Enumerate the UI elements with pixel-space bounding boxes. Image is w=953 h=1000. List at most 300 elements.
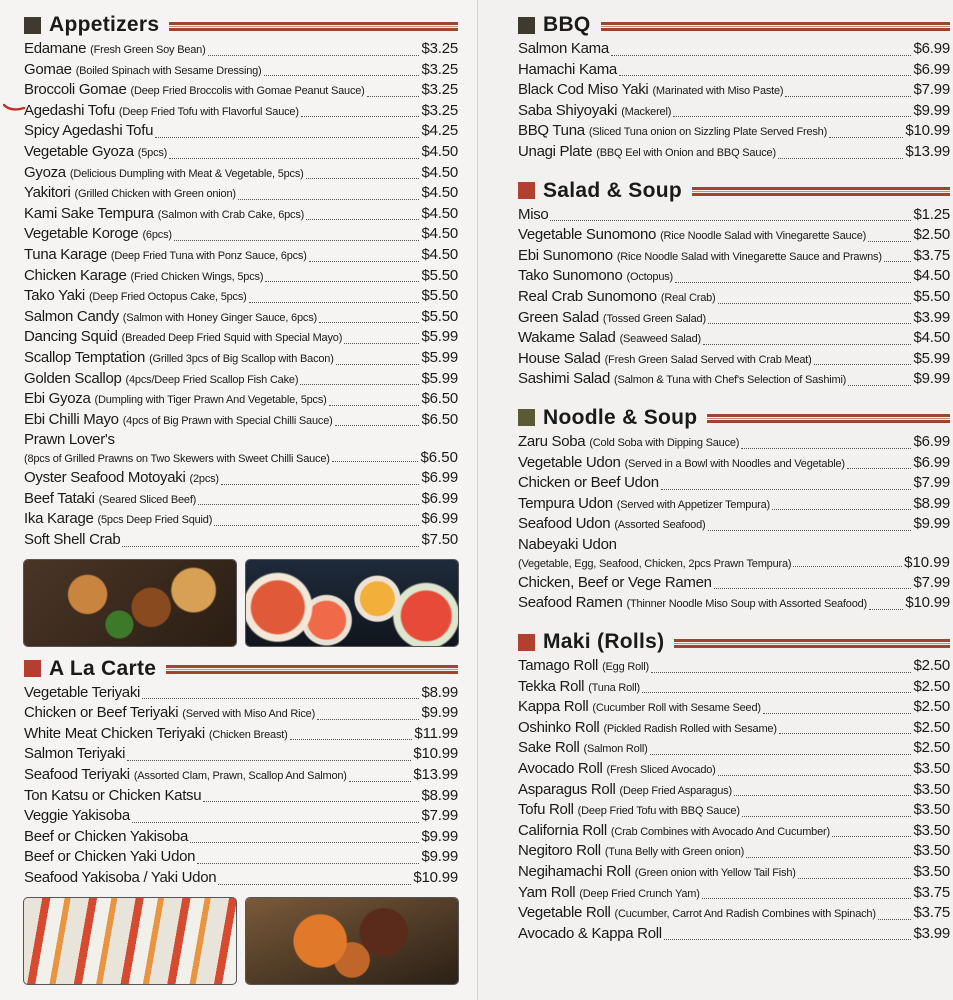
menu-item xyxy=(24,308,458,329)
item-description: (Served in a Bowl with Noodles and Vegetable) xyxy=(624,457,845,470)
item-price: $4.50 xyxy=(421,225,458,243)
item-price: $11.99 xyxy=(414,724,458,742)
food-photo xyxy=(246,898,458,984)
leader-dots xyxy=(344,343,419,344)
item-description: (Served with Miso And Rice) xyxy=(182,708,316,721)
leader-dots xyxy=(734,795,912,796)
menu-item xyxy=(24,766,458,787)
item-name: Seafood Yakisoba / Yaki Udon xyxy=(24,869,217,886)
leader-dots xyxy=(785,96,911,97)
menu-item xyxy=(518,781,950,802)
item-description: (Egg Roll) xyxy=(602,661,649,674)
item-name: Tekka Roll xyxy=(518,677,585,695)
item-description: (Green onion with Yellow Tail Fish) xyxy=(634,867,796,879)
menu-item xyxy=(24,510,458,531)
item-name: Unagi Plate xyxy=(518,142,593,160)
item-price: $6.99 xyxy=(421,489,458,507)
leader-dots xyxy=(174,240,420,241)
menu-item xyxy=(518,536,950,574)
leader-dots xyxy=(214,525,419,526)
leader-dots xyxy=(741,448,911,449)
item-description: (Served with Appetizer Tempura) xyxy=(616,498,770,511)
maki-list xyxy=(518,657,950,945)
menu-item xyxy=(518,719,950,740)
item-name: Chicken or Beef Teriyaki xyxy=(24,704,179,722)
item-name: Tako Yaki xyxy=(24,287,85,305)
item-price: $9.99 xyxy=(421,704,458,722)
leader-dots xyxy=(142,698,419,699)
leader-dots xyxy=(611,55,912,56)
menu-item xyxy=(518,822,950,843)
item-name: Sake Roll xyxy=(518,739,580,757)
item-price: $3.25 xyxy=(421,101,458,119)
leader-dots xyxy=(675,282,911,283)
menu-item xyxy=(24,61,458,82)
item-description: (Seared Sliced Beef) xyxy=(98,493,197,506)
item-description: (Boiled Spinach with Sesame Dressing) xyxy=(75,64,262,77)
item-description: (Fresh Green Soy Bean) xyxy=(90,44,206,56)
leader-dots xyxy=(264,75,420,76)
leader-dots xyxy=(238,199,420,200)
item-name: Dancing Squid xyxy=(24,328,118,346)
item-name: Green Salad xyxy=(518,308,599,326)
item-description: (Deep Fried Tofu with BBQ Sauce) xyxy=(577,805,740,818)
item-price: $6.99 xyxy=(913,432,950,450)
item-price: $3.50 xyxy=(913,842,950,860)
menu-item xyxy=(24,490,458,511)
item-description: (4pcs/Deep Fried Scallop Fish Cake) xyxy=(125,373,299,386)
item-price: $3.25 xyxy=(421,81,458,99)
leader-dots xyxy=(319,322,419,323)
item-price: $3.50 xyxy=(913,760,950,778)
item-name: Seafood Teriyaki xyxy=(24,766,130,784)
item-name: Prawn Lover's xyxy=(24,431,115,449)
item-name: Gyoza xyxy=(24,163,66,181)
item-name: Agedashi Tofu xyxy=(24,101,115,119)
menu-item xyxy=(24,143,458,164)
item-name: Yakitori xyxy=(24,184,71,202)
item-name: Miso xyxy=(518,205,549,223)
leader-dots xyxy=(772,509,911,510)
item-description: (8pcs of Grilled Prawns on Two Skewers with Sweet Chilli Sauce) xyxy=(24,453,330,466)
menu-item xyxy=(24,807,458,828)
item-price: $5.50 xyxy=(421,307,458,325)
divider xyxy=(601,22,950,31)
section-title: A La Carte xyxy=(49,656,157,680)
item-name: Ebi Sunomono xyxy=(518,246,613,264)
item-name: Broccoli Gomae xyxy=(24,81,127,99)
item-name: Tempura Udon xyxy=(518,494,613,512)
item-price: $3.50 xyxy=(913,821,950,839)
left-column xyxy=(24,12,458,994)
item-name: Beef Tataki xyxy=(24,489,95,507)
menu-item xyxy=(24,164,458,185)
menu-item xyxy=(518,863,950,884)
item-name: Tuna Karage xyxy=(24,245,107,263)
leader-dots xyxy=(306,178,420,179)
leader-dots xyxy=(208,55,420,56)
item-price: $3.50 xyxy=(913,863,950,880)
item-name: Golden Scallop xyxy=(24,369,122,387)
item-description: (Octopus) xyxy=(626,271,674,284)
item-description: (Breaded Deep Fried Squid with Special Mayo) xyxy=(121,332,343,345)
leader-dots xyxy=(664,939,912,940)
menu-item xyxy=(24,287,458,308)
item-price: $2.50 xyxy=(913,739,950,757)
item-price: $9.99 xyxy=(913,370,950,388)
leader-dots xyxy=(203,801,419,802)
leader-dots xyxy=(249,302,420,303)
leader-dots xyxy=(847,468,912,469)
leader-dots xyxy=(169,158,419,159)
menu-item xyxy=(24,40,458,61)
item-name: Black Cod Miso Yaki xyxy=(518,81,649,99)
item-price: $7.99 xyxy=(913,81,950,99)
item-price: $6.50 xyxy=(421,410,458,428)
leader-dots xyxy=(335,425,420,426)
section-bullet-icon xyxy=(518,634,535,651)
item-price: $4.50 xyxy=(913,329,950,347)
menu-item xyxy=(518,122,950,143)
leader-dots xyxy=(702,898,912,899)
item-price: $7.99 xyxy=(421,807,458,825)
item-name: Scallop Temptation xyxy=(24,348,146,366)
photo-row xyxy=(24,560,458,646)
item-name: Vegetable Koroge xyxy=(24,225,139,243)
item-name: Zaru Soba xyxy=(518,432,586,450)
section-title: BBQ xyxy=(543,13,591,36)
item-price: $3.75 xyxy=(913,883,950,901)
leader-dots xyxy=(155,137,419,138)
menu-item xyxy=(24,225,458,246)
item-price: $8.99 xyxy=(421,683,458,701)
item-price: $10.99 xyxy=(413,745,458,763)
menu-item xyxy=(24,431,458,469)
item-name: Ton Katsu or Chicken Katsu xyxy=(24,786,202,804)
menu-item xyxy=(24,184,458,205)
item-name: Avocado Roll xyxy=(518,760,603,778)
item-price: $5.99 xyxy=(421,348,458,366)
item-price: $2.50 xyxy=(913,657,950,675)
menu-item xyxy=(518,657,950,678)
item-price: $6.50 xyxy=(421,390,458,408)
item-price: $13.99 xyxy=(905,142,950,160)
item-description: (Tossed Green Salad) xyxy=(602,312,706,325)
menu-item xyxy=(518,206,950,227)
item-price: $4.25 xyxy=(421,122,458,140)
leader-dots xyxy=(884,261,912,262)
section-bullet-icon xyxy=(24,660,41,677)
item-name: Negihamachi Roll xyxy=(518,863,631,880)
item-name: Beef or Chicken Yakisoba xyxy=(24,827,189,845)
leader-dots xyxy=(619,75,912,76)
menu-item xyxy=(24,370,458,391)
item-description: (Cucumber Roll with Sesame Seed) xyxy=(592,702,761,715)
item-description: (5pcs) xyxy=(137,146,168,159)
item-price: $7.99 xyxy=(913,474,950,492)
item-name: Vegetable Roll xyxy=(518,904,611,922)
item-name: Asparagus Roll xyxy=(518,780,616,798)
menu-item xyxy=(518,81,950,102)
item-name: BBQ Tuna xyxy=(518,122,585,140)
item-description: (Deep Fried Tofu with Flavorful Sauce) xyxy=(118,105,299,118)
leader-dots xyxy=(349,781,412,782)
leader-dots xyxy=(779,733,912,734)
item-description: (Rice Noodle Salad with Vinegarette Sauce and Prawns) xyxy=(616,250,882,263)
item-name: Gomae xyxy=(24,60,72,78)
menu-item xyxy=(518,267,950,288)
menu-item xyxy=(518,247,950,268)
item-price: $3.99 xyxy=(913,924,950,942)
item-description: (Chicken Breast) xyxy=(208,728,288,741)
section-bullet-icon xyxy=(518,17,535,34)
item-name: Tamago Roll xyxy=(518,657,599,675)
item-description: (Salmon with Crab Cake, 6pcs) xyxy=(157,208,305,221)
item-name: Saba Shiyoyaki xyxy=(518,101,618,119)
appetizers-list xyxy=(24,40,458,431)
item-price: $4.50 xyxy=(913,267,950,285)
item-name: Vegetable Udon xyxy=(518,453,621,471)
leader-dots xyxy=(132,822,420,823)
menu-item xyxy=(518,329,950,350)
divider xyxy=(692,187,950,196)
leader-dots xyxy=(306,219,419,220)
item-name: Veggie Yakisoba xyxy=(24,807,130,825)
photo-row xyxy=(24,898,458,984)
item-price: $9.99 xyxy=(913,515,950,533)
item-price: $3.75 xyxy=(913,246,950,264)
item-price: $5.99 xyxy=(421,328,458,346)
item-name: Oshinko Roll xyxy=(518,718,600,736)
menu-item xyxy=(518,61,950,82)
divider xyxy=(166,665,458,674)
menu-item xyxy=(24,869,458,890)
item-price: $8.99 xyxy=(421,786,458,804)
item-description: (Grilled Chicken with Green onion) xyxy=(74,188,236,201)
item-description: (Salmon with Honey Ginger Sauce, 6pcs) xyxy=(122,311,317,324)
item-price: $6.50 xyxy=(420,449,458,467)
item-description: (Deep Fried Tuna with Ponz Sauce, 6pcs) xyxy=(110,249,307,262)
menu-item xyxy=(518,309,950,330)
noodle-list xyxy=(518,433,950,536)
menu-item xyxy=(24,102,458,123)
item-price: $10.99 xyxy=(905,122,950,140)
leader-dots xyxy=(718,775,912,776)
item-price: $6.99 xyxy=(913,60,950,78)
menu-item xyxy=(518,842,950,863)
item-price: $8.99 xyxy=(913,494,950,512)
bbq-list xyxy=(518,40,950,164)
salad-header xyxy=(518,178,950,204)
leader-dots xyxy=(265,281,419,282)
menu-item xyxy=(24,390,458,411)
leader-dots xyxy=(798,878,912,879)
item-description: (Crab Combines with Avocado And Cucumber) xyxy=(610,825,830,838)
leader-dots xyxy=(332,461,419,462)
leader-dots xyxy=(336,364,420,365)
leader-dots xyxy=(550,220,911,221)
item-description: (Deep Fried Crunch Yam) xyxy=(579,887,700,900)
divider xyxy=(707,414,950,423)
alacarte-list xyxy=(24,684,458,890)
item-price: $1.25 xyxy=(913,205,950,223)
item-description: (Grilled 3pcs of Big Scallop with Bacon) xyxy=(149,352,334,365)
menu-item xyxy=(24,205,458,226)
item-price: $6.99 xyxy=(421,510,458,528)
item-description: (Mackerel) xyxy=(621,105,672,118)
leader-dots xyxy=(718,303,912,304)
item-price: $2.50 xyxy=(913,718,950,736)
menu-item xyxy=(24,267,458,288)
leader-dots xyxy=(868,241,911,242)
item-description: (Assorted Clam, Prawn, Scallop And Salmon) xyxy=(133,770,347,783)
leader-dots xyxy=(708,323,912,324)
item-name: Soft Shell Crab xyxy=(24,531,121,549)
item-name: White Meat Chicken Teriyaki xyxy=(24,724,205,742)
leader-dots xyxy=(127,760,411,761)
item-price: $4.50 xyxy=(421,163,458,181)
leader-dots xyxy=(703,344,912,345)
menu-item xyxy=(518,515,950,536)
item-price: $9.99 xyxy=(913,101,950,119)
leader-dots xyxy=(300,384,419,385)
menu-item xyxy=(24,704,458,725)
section-title: Appetizers xyxy=(49,13,160,36)
item-price: $5.50 xyxy=(421,266,458,284)
leader-dots xyxy=(778,158,903,159)
item-name: Negitoro Roll xyxy=(518,842,601,860)
item-description: (Deep Fried Asparagus) xyxy=(619,784,732,797)
menu-item xyxy=(518,925,950,946)
item-price: $7.99 xyxy=(913,573,950,591)
leader-dots xyxy=(329,405,420,406)
item-name: Real Crab Sunomono xyxy=(518,287,657,305)
item-name: Sashimi Salad xyxy=(518,370,610,388)
menu-item xyxy=(24,684,458,705)
menu-item xyxy=(24,411,458,432)
leader-dots xyxy=(746,857,911,858)
leader-dots xyxy=(661,489,912,490)
item-description: (Cucumber, Carrot And Radish Combines with Spinach) xyxy=(614,908,876,921)
item-name: Ebi Chilli Mayo xyxy=(24,410,119,428)
item-name: Chicken Karage xyxy=(24,266,127,284)
item-description: (Vegetable, Egg, Seafood, Chicken, 2pcs Prawn Tempura) xyxy=(518,557,792,570)
item-description: (Assorted Seafood) xyxy=(614,519,706,532)
item-name: Salmon Kama xyxy=(518,40,609,57)
leader-dots xyxy=(122,546,419,547)
right-column xyxy=(518,12,950,945)
divider xyxy=(674,639,950,648)
item-description: (Fresh Green Salad Served with Crab Meat) xyxy=(604,353,812,366)
menu-item xyxy=(24,81,458,102)
item-price: $3.25 xyxy=(421,40,458,57)
leader-dots xyxy=(642,692,911,693)
leader-dots xyxy=(814,364,912,365)
item-price: $10.99 xyxy=(905,594,950,612)
leader-dots xyxy=(367,96,420,97)
menu-item xyxy=(518,474,950,495)
menu-item xyxy=(518,288,950,309)
menu-item xyxy=(518,760,950,781)
leader-dots xyxy=(832,836,912,837)
item-description: (Rice Noodle Salad with Vinegarette Sauce) xyxy=(660,230,867,243)
item-price: $3.25 xyxy=(421,60,458,78)
leader-dots xyxy=(673,116,911,117)
menu-item xyxy=(24,122,458,143)
item-name: Ebi Gyoza xyxy=(24,390,91,408)
leader-dots xyxy=(301,116,420,117)
leader-dots xyxy=(198,504,419,505)
item-description: (Cold Soba with Dipping Sauce) xyxy=(589,436,740,449)
item-name: Vegetable Sunomono xyxy=(518,226,657,244)
item-description: (Salmon Roll) xyxy=(583,743,648,756)
item-price: $2.50 xyxy=(913,698,950,716)
sushi-photo xyxy=(246,560,458,646)
leader-dots xyxy=(878,919,912,920)
item-description: (Tuna Belly with Green onion) xyxy=(604,846,745,859)
leader-dots xyxy=(197,863,419,864)
leader-dots xyxy=(221,484,420,485)
menu-item xyxy=(518,350,950,371)
leader-dots xyxy=(869,609,903,610)
item-price: $2.50 xyxy=(913,226,950,244)
leader-dots xyxy=(708,530,912,531)
item-description: (Pickled Radish Rolled with Sesame) xyxy=(603,722,777,735)
menu-item xyxy=(518,884,950,905)
leader-dots xyxy=(714,588,912,589)
item-description: (4pcs of Big Prawn with Special Chilli Sauce) xyxy=(122,414,333,427)
item-price: $10.99 xyxy=(413,869,458,886)
menu-item xyxy=(518,739,950,760)
item-price: $5.99 xyxy=(913,349,950,367)
item-price: $6.99 xyxy=(913,453,950,471)
leader-dots xyxy=(829,137,903,138)
item-name: Kappa Roll xyxy=(518,698,589,716)
menu-item xyxy=(518,370,950,391)
item-price: $4.50 xyxy=(421,142,458,160)
item-name: Beef or Chicken Yaki Udon xyxy=(24,848,196,866)
item-description: (2pcs) xyxy=(189,473,219,486)
food-photo xyxy=(24,560,236,646)
leader-dots xyxy=(793,566,902,567)
item-name: House Salad xyxy=(518,349,601,367)
section-bullet-icon xyxy=(518,182,535,199)
item-description: (Salmon & Tuna with Chef's Selection of Sashimi) xyxy=(613,374,847,387)
item-description: (Fresh Sliced Avocado) xyxy=(606,764,716,777)
appetizers-header xyxy=(24,12,458,38)
item-description: (Deep Fried Octopus Cake, 5pcs) xyxy=(88,291,247,304)
item-name: Edamane xyxy=(24,40,87,57)
item-price: $4.50 xyxy=(421,184,458,202)
item-name: Spicy Agedashi Tofu xyxy=(24,122,154,140)
menu-item xyxy=(24,328,458,349)
menu-item xyxy=(24,349,458,370)
item-description: (Seaweed Salad) xyxy=(619,333,701,346)
item-name: California Roll xyxy=(518,821,607,839)
menu-item xyxy=(24,745,458,766)
item-description: (Marinated with Miso Paste) xyxy=(652,85,784,98)
leader-dots xyxy=(190,842,419,843)
item-description: (Thinner Noodle Miso Soup with Assorted Seafood) xyxy=(626,598,867,611)
menu-item xyxy=(24,725,458,746)
item-price: $13.99 xyxy=(413,766,458,784)
menu-item xyxy=(24,469,458,490)
sushi-roll-photo xyxy=(24,898,236,984)
item-name: Nabeyaki Udon xyxy=(518,535,617,553)
item-price: $3.50 xyxy=(913,801,950,819)
item-description: (Fried Chicken Wings, 5pcs) xyxy=(130,270,264,283)
item-description: (Sliced Tuna onion on Sizzling Plate Served Fresh) xyxy=(588,126,828,139)
